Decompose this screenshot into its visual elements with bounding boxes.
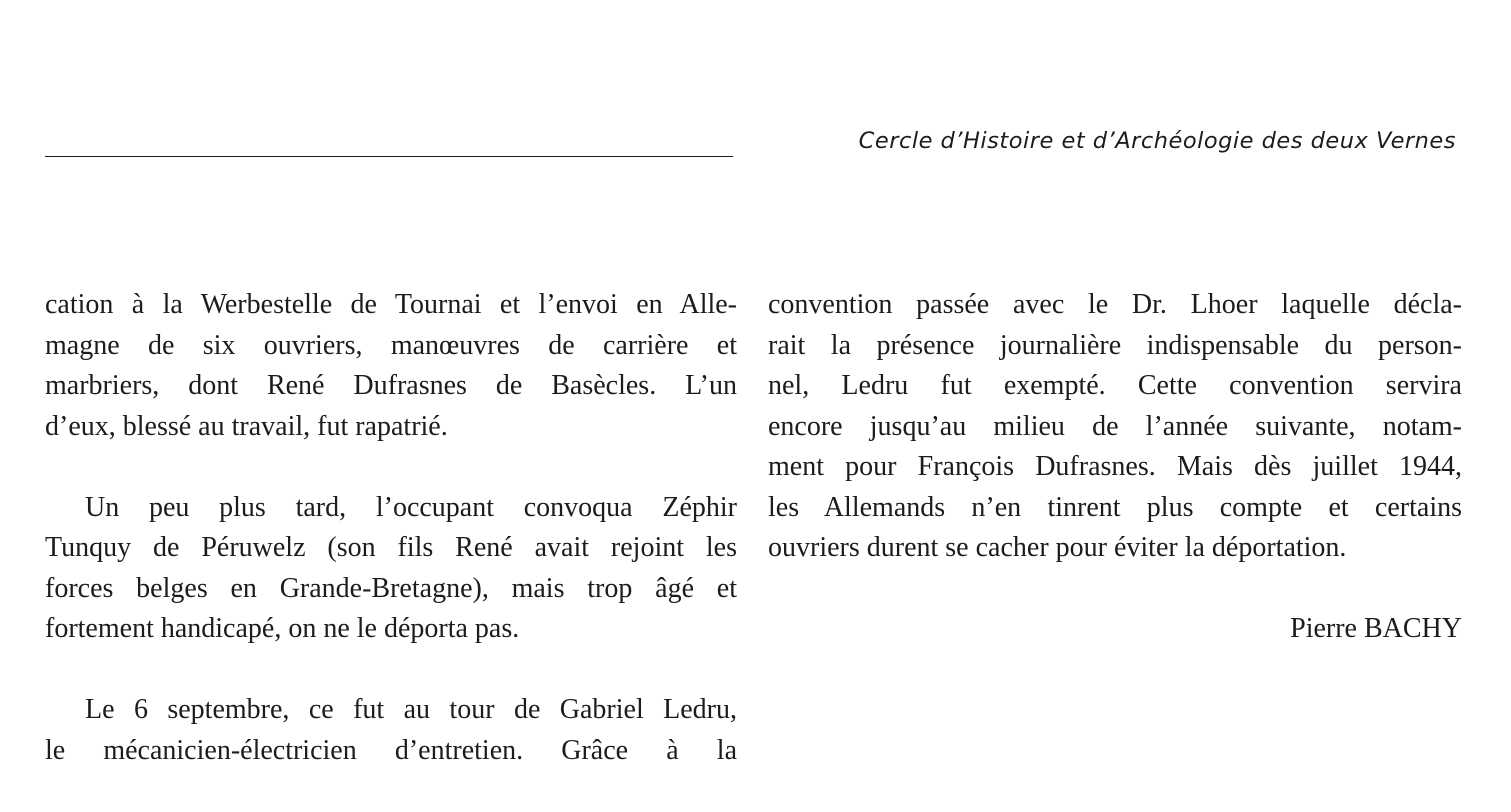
running-header bbox=[45, 128, 1461, 164]
text-line: les Allemands n’en tinrent plus compte et certains bbox=[768, 491, 1462, 523]
text-line: Un peu plus tard, l’occupant convoqua Zéphir bbox=[85, 491, 737, 523]
text-line: magne de six ouvriers, manœuvres de carrière et bbox=[45, 329, 737, 361]
header-title: Cercle d’Histoire et d’Archéologie des deux Vernes bbox=[858, 128, 1456, 154]
paragraph bbox=[768, 285, 1462, 569]
paragraph bbox=[45, 690, 737, 771]
text-line: le mécanicien-électricien d’entretien. Grâce à la bbox=[45, 734, 737, 766]
paragraph bbox=[45, 285, 737, 447]
author-signature: Pierre BACHY bbox=[1290, 613, 1462, 644]
text-line: rait la présence journalière indispensable du person- bbox=[768, 329, 1462, 361]
text-line: ment pour François Dufrasnes. Mais dès juillet 1944, bbox=[768, 451, 1462, 482]
text-line: marbriers, dont René Dufrasnes de Basècles. L’un bbox=[45, 370, 737, 401]
text-line: encore jusqu’au milieu de l’année suivante, notam- bbox=[768, 410, 1462, 442]
paragraph bbox=[45, 488, 737, 650]
left-column bbox=[45, 285, 737, 812]
header-rule bbox=[45, 156, 733, 157]
right-column bbox=[768, 285, 1462, 650]
text-line: Tunquy de Péruwelz (son fils René avait rejoint les bbox=[45, 532, 737, 563]
text-line: ouvriers durent se cacher pour éviter la déportation. bbox=[768, 532, 1347, 563]
text-line: convention passée avec le Dr. Lhoer laquelle décla- bbox=[768, 289, 1462, 320]
text-line: cation à la Werbestelle de Tournai et l’envoi en Alle- bbox=[45, 289, 737, 320]
text-line: d’eux, blessé au travail, fut rapatrié. bbox=[45, 410, 448, 442]
text-line: forces belges en Grande-Bretagne), mais trop âgé et bbox=[45, 572, 737, 604]
text-line: fortement handicapé, on ne le déporta pas. bbox=[45, 613, 520, 644]
text-line: Le 6 septembre, ce fut au tour de Gabriel Ledru, bbox=[85, 694, 737, 725]
text-line: nel, Ledru fut exempté. Cette convention servira bbox=[768, 370, 1462, 401]
